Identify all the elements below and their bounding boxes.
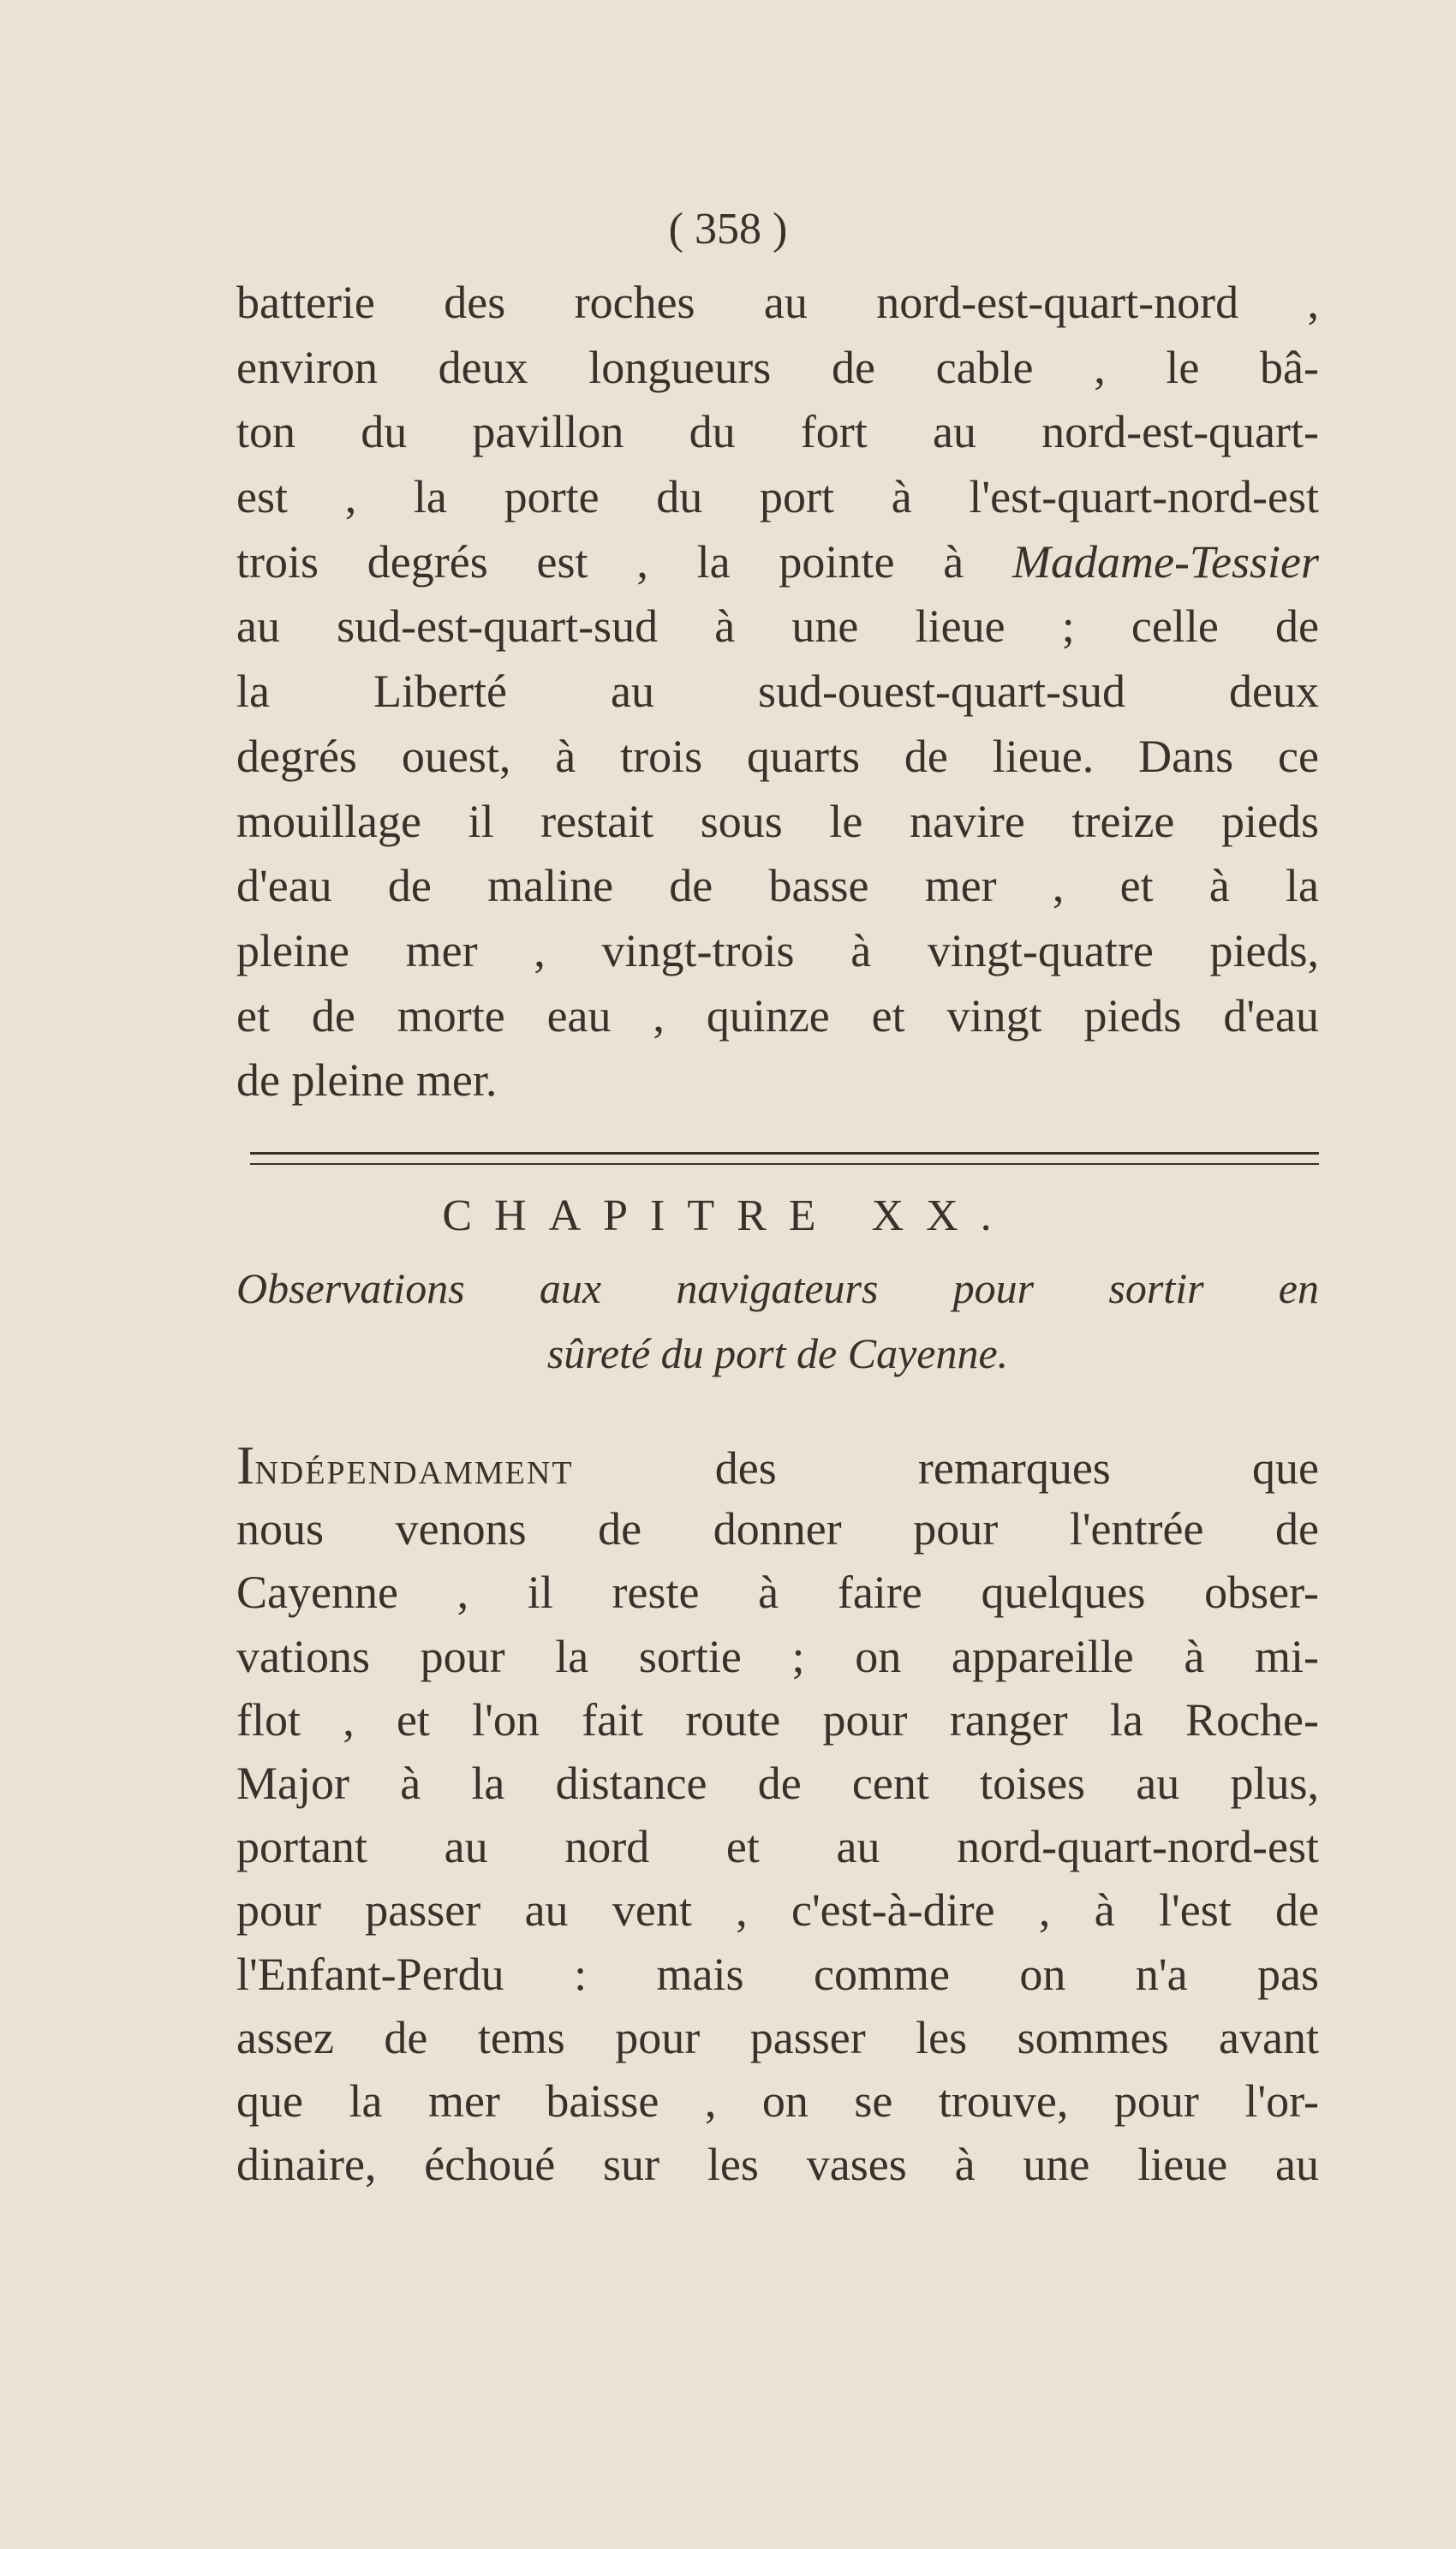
drop-initial: I [236, 1435, 255, 1495]
page-number: ( 358 ) [668, 205, 788, 254]
text-line: et de morte eau , quinze et vingt pieds d'eau [236, 989, 1319, 1042]
text-line: degrés ouest, à trois quarts de lieue. Dans ce [236, 730, 1319, 782]
text-line: assez de tems pour passer les sommes avant [236, 2011, 1319, 2063]
text-line: Major à la distance de cent toises au plus, [236, 1757, 1319, 1809]
chapter-title: CHAPITRE XX. [442, 1191, 1014, 1240]
text-line: flot , et l'on fait route pour ranger la Roche- [236, 1693, 1319, 1746]
text-line: d'eau de maline de basse mer , et à la [236, 860, 1319, 912]
place-name-italic: Madame-Tessier [1012, 535, 1319, 588]
subtitle-line: Observations aux navigateurs pour sortir en [236, 1264, 1319, 1312]
text-line: que la mer baisse , on se trouve, pour l'or- [236, 2074, 1319, 2127]
text-line [236, 1434, 1319, 1497]
paragraph-continued [236, 271, 1319, 1113]
text-line: pour passer au vent , c'est-à-dire , à l'est de [236, 1884, 1319, 1937]
text: des remarques que [573, 1442, 1319, 1494]
text-line: portant au nord et au nord-quart-nord-est [236, 1821, 1319, 1873]
text-line: l'Enfant-Perdu : mais comme on n'a pas [236, 1948, 1319, 2000]
text-line: ton du pavillon du fort au nord-est-quart- [236, 406, 1319, 458]
paragraph [236, 1434, 1319, 2196]
text-line: vations pour la sortie ; on appareille à mi- [236, 1630, 1319, 1682]
chapter-divider-rule [250, 1152, 1319, 1165]
text-line: pleine mer , vingt-trois à vingt-quatre pieds, [236, 924, 1319, 976]
chapter-subtitle [236, 1256, 1319, 1386]
text-line: mouillage il restait sous le navire treize pieds [236, 795, 1319, 847]
text-line: au sud-est-quart-sud à une lieue ; celle de [236, 600, 1319, 653]
text-line [236, 530, 1319, 595]
text-line: est , la porte du port à l'est-quart-nord-est [236, 471, 1319, 523]
text-line: dinaire, échoué sur les vases à une lieue au [236, 2139, 1319, 2191]
small-caps-word: ndépendamment [254, 1442, 574, 1494]
text: trois degrés est , la pointe à [236, 535, 1012, 588]
text-line: de pleine mer. [236, 1054, 498, 1107]
text-line: nous venons de donner pour l'entrée de [236, 1503, 1319, 1555]
subtitle-line: sûreté du port de Cayenne. [546, 1329, 1009, 1377]
text-line: environ deux longueurs de cable , le bâ- [236, 341, 1319, 393]
text-line: Cayenne , il reste à faire quelques obser- [236, 1567, 1319, 1619]
text-line: la Liberté au sud-ouest-quart-sud deux [236, 666, 1319, 718]
text-line: batterie des roches au nord-est-quart-nord , [236, 277, 1319, 328]
